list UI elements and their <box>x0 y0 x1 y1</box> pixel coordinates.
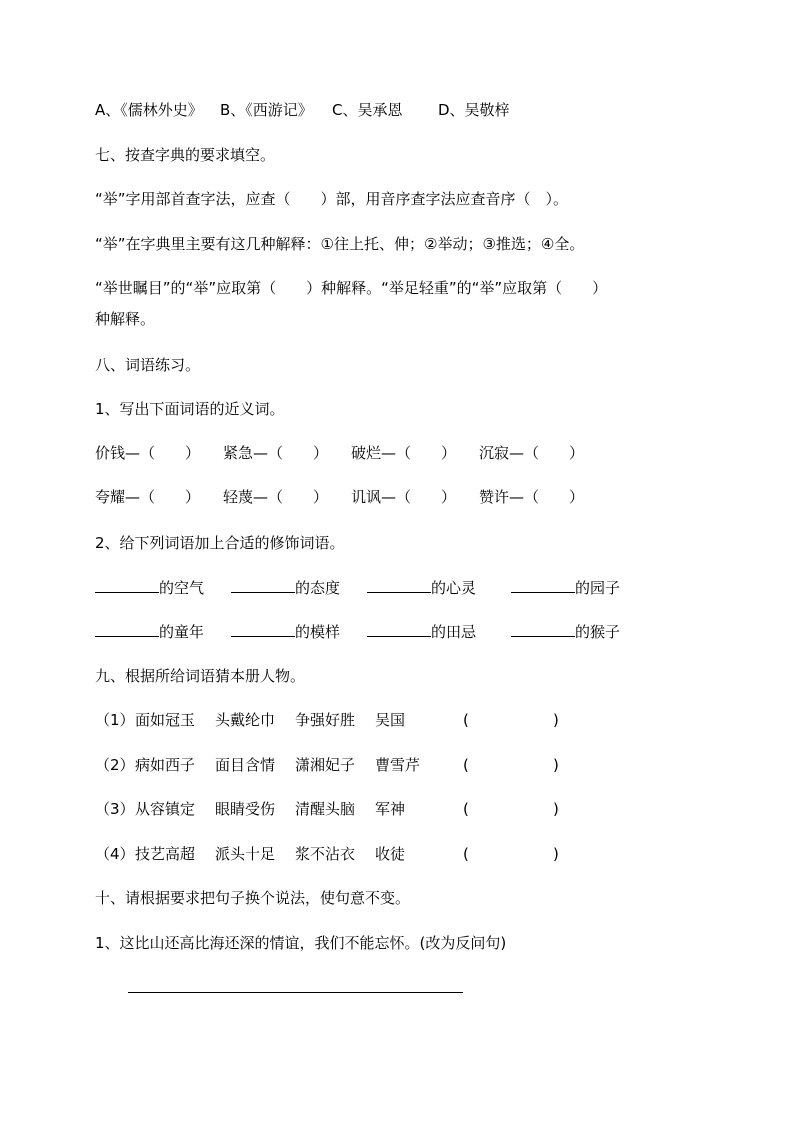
synonym-item: 紧急—（ ） <box>223 444 329 462</box>
synonym-item: 赞许—（ ） <box>479 488 585 506</box>
q8-sub1: 1、写出下面词语的近义词。 <box>95 400 285 418</box>
answer-open-paren: ( <box>463 756 469 774</box>
fill-blank[interactable] <box>231 577 295 593</box>
clue-word: 技艺高超 <box>135 845 196 863</box>
answer-line[interactable] <box>128 992 463 993</box>
clue-word: 眼睛受伤 <box>215 800 276 818</box>
clue-word: 争强好胜 <box>295 711 356 729</box>
clue-word: 面目含情 <box>215 756 276 774</box>
clue-word: 派头十足 <box>215 845 276 863</box>
synonym-item: 夸耀—（ ） <box>95 488 201 506</box>
option-b: B、《西游记》 <box>220 101 313 119</box>
q10-sub1: 1、这比山还高比海还深的情谊，我们不能忘怀。(改为反问句) <box>95 934 507 952</box>
clue-word: 浆不沾衣 <box>295 845 356 863</box>
clue-word: 军神 <box>375 800 406 818</box>
item-number: （3） <box>95 800 135 818</box>
synonym-item: 价钱—（ ） <box>95 444 201 462</box>
option-c: C、吴承恩 <box>332 101 403 119</box>
q10-heading: 十、请根据要求把句子换个说法，使句意不变。 <box>95 889 411 907</box>
fill-blank[interactable] <box>231 621 295 637</box>
modifier-item <box>367 621 476 642</box>
q7-heading: 七、按查字典的要求填空。 <box>95 146 276 164</box>
modifier-item <box>95 621 204 642</box>
item-number: （1） <box>95 711 135 729</box>
q7-line4: 种解释。 <box>95 310 156 328</box>
modifier-word: 的田忌 <box>431 623 477 641</box>
modifier-item <box>511 621 620 642</box>
q9-heading: 九、根据所给词语猜本册人物。 <box>95 667 306 685</box>
answer-close-paren: ) <box>553 800 559 818</box>
q8-sub2: 2、给下列词语加上合适的修饰词语。 <box>95 534 345 552</box>
clue-word: 清醒头脑 <box>295 800 356 818</box>
fill-blank[interactable] <box>367 621 431 637</box>
modifier-word: 的空气 <box>159 579 205 597</box>
modifier-word: 的态度 <box>295 579 341 597</box>
q7-line2: “举”在字典里主要有这几种解释：①往上托、伸；②举动；③推选；④全。 <box>95 235 585 253</box>
synonym-item: 讥讽—（ ） <box>351 488 457 506</box>
option-d: D、吴敬梓 <box>438 101 510 119</box>
q7-line1: “举”字用部首查字法，应查（ ）部，用音序查字法应查音序（ ）。 <box>95 190 569 208</box>
answer-close-paren: ) <box>553 845 559 863</box>
item-number: （4） <box>95 845 135 863</box>
q8-heading: 八、词语练习。 <box>95 356 201 374</box>
modifier-word: 的园子 <box>575 579 621 597</box>
modifier-item <box>511 577 620 598</box>
clue-word: 收徒 <box>375 845 406 863</box>
modifier-item <box>231 577 340 598</box>
answer-open-paren: ( <box>463 800 469 818</box>
clue-word: 从容镇定 <box>135 800 196 818</box>
clue-word: 曹雪芹 <box>375 756 421 774</box>
fill-blank[interactable] <box>367 577 431 593</box>
modifier-item <box>231 621 340 642</box>
clue-word: 头戴纶巾 <box>215 711 276 729</box>
modifier-word: 的猴子 <box>575 623 621 641</box>
clue-word: 吴国 <box>375 711 406 729</box>
answer-close-paren: ) <box>553 756 559 774</box>
synonym-item: 沉寂—（ ） <box>479 444 585 462</box>
modifier-word: 的模样 <box>295 623 341 641</box>
fill-blank[interactable] <box>95 621 159 637</box>
synonym-item: 轻蔑—（ ） <box>223 488 329 506</box>
modifier-word: 的心灵 <box>431 579 477 597</box>
modifier-item <box>95 577 204 598</box>
option-a: A、《儒林外史》 <box>95 101 203 119</box>
answer-close-paren: ) <box>553 711 559 729</box>
q7-line3: “举世瞩目”的“举”应取第（ ）种解释。“举足轻重”的“举”应取第（ ） <box>95 279 608 297</box>
clue-word: 病如西子 <box>135 756 196 774</box>
clue-word: 潇湘妃子 <box>295 756 356 774</box>
modifier-word: 的童年 <box>159 623 205 641</box>
modifier-item <box>367 577 476 598</box>
fill-blank[interactable] <box>511 621 575 637</box>
synonym-item: 破烂—（ ） <box>351 444 457 462</box>
answer-open-paren: ( <box>463 711 469 729</box>
fill-blank[interactable] <box>511 577 575 593</box>
item-number: （2） <box>95 756 135 774</box>
fill-blank[interactable] <box>95 577 159 593</box>
clue-word: 面如冠玉 <box>135 711 196 729</box>
answer-open-paren: ( <box>463 845 469 863</box>
